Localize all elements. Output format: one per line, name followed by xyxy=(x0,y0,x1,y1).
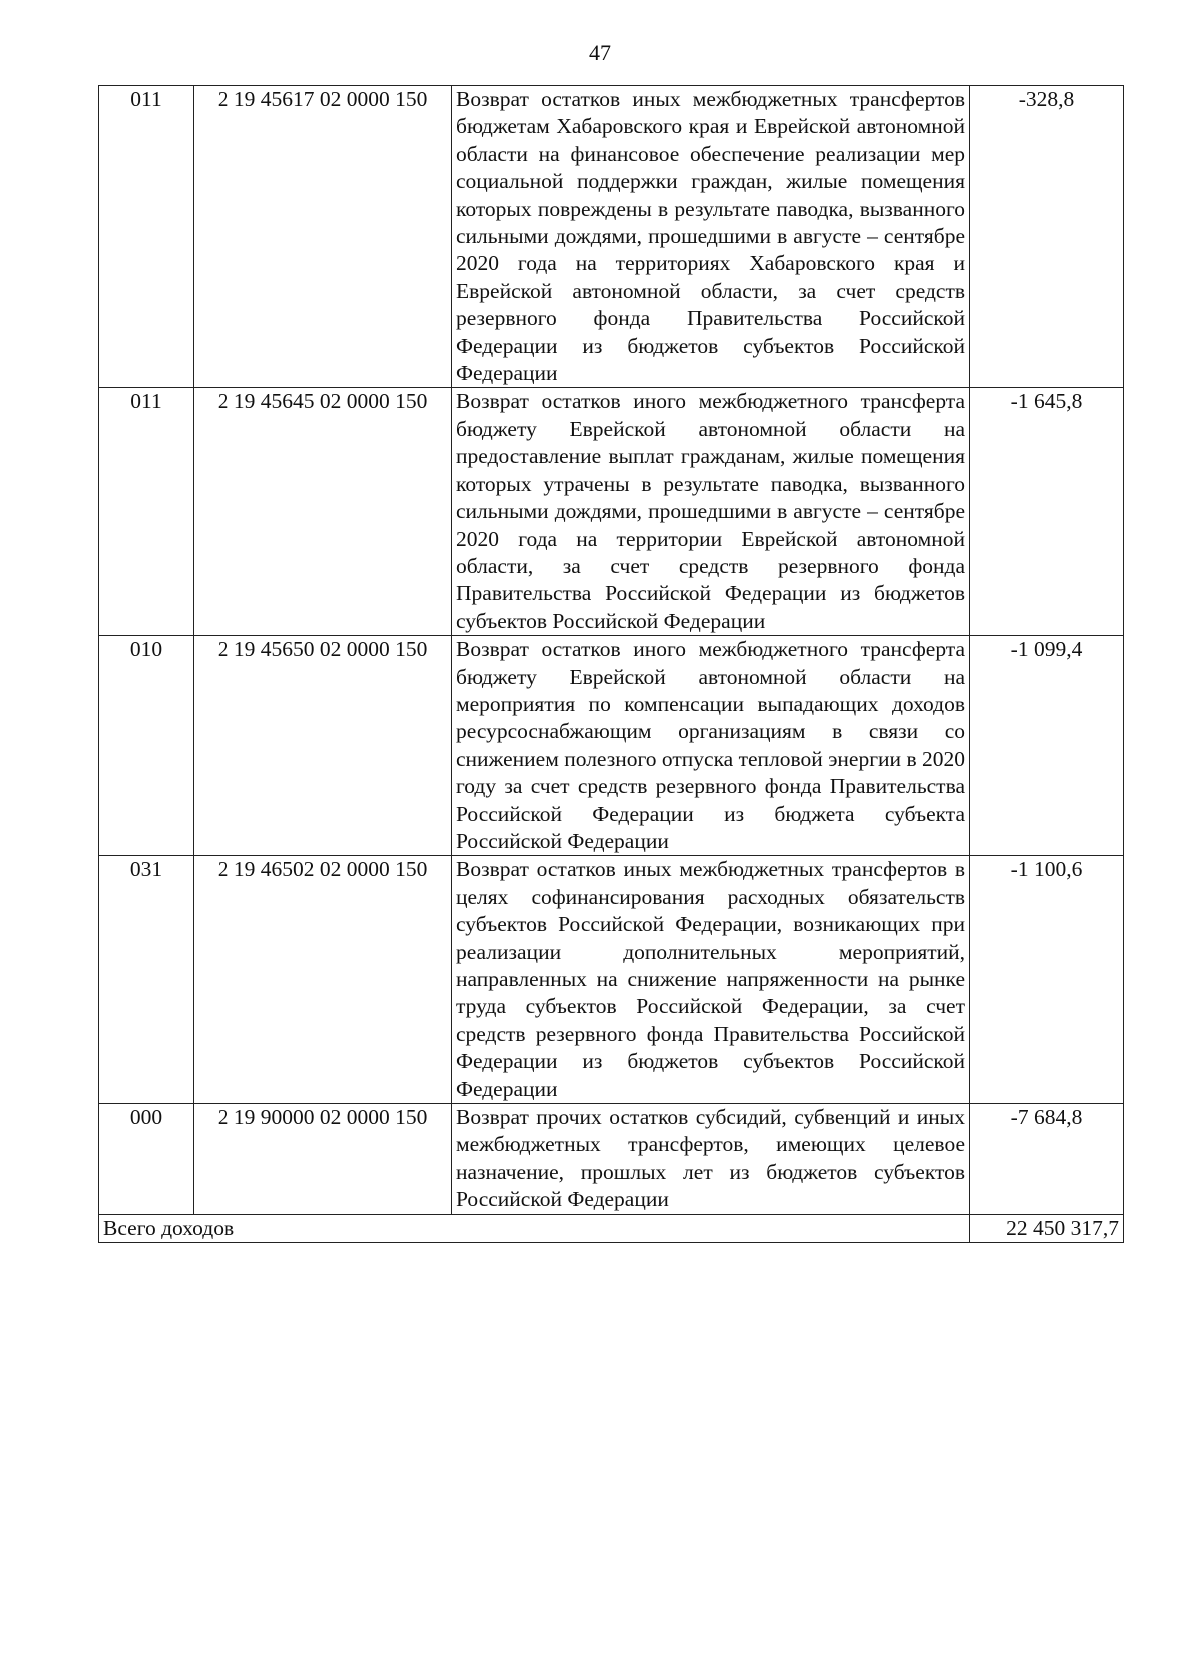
classification-code-cell: 2 19 45617 02 0000 150 xyxy=(194,86,452,388)
classification-code-cell: 2 19 45650 02 0000 150 xyxy=(194,636,452,856)
description-cell: Возврат остатков иных межбюджетных трансфертов бюджетам Хабаровского края и Еврейской автономной области на финансовое обеспечение реализации мер социальной поддержки граждан, жилые помещения которых повреждены в результате паводка, вызванного сильными дождями, прошедшими в августе – сентябре 2020 года на территориях Хабаровского края и Еврейской автономной области, за счет средств резервного фонда Правительства Российской Федерации из бюджетов субъектов Российской Федерации xyxy=(452,86,970,388)
admin-code-cell: 011 xyxy=(99,86,194,388)
admin-code-cell: 031 xyxy=(99,856,194,1104)
admin-code-cell: 011 xyxy=(99,388,194,636)
amount-cell: -328,8 xyxy=(970,86,1124,388)
revenue-table xyxy=(98,85,1124,1243)
admin-code-cell: 010 xyxy=(99,636,194,856)
page-number: 47 xyxy=(589,40,611,65)
table-row xyxy=(99,856,1124,1104)
classification-code-cell: 2 19 90000 02 0000 150 xyxy=(194,1104,452,1215)
total-label: Всего доходов xyxy=(99,1214,970,1242)
description-cell: Возврат остатков иного межбюджетного трансферта бюджету Еврейской автономной области на предоставление выплат гражданам, жилые помещения которых утрачены в результате паводка, вызванного сильными дождями, прошедшими в августе – сентябре 2020 года на территории Еврейской автономной области, за счет средств резервного фонда Правительства Российской Федерации из бюджетов субъектов Российской Федерации xyxy=(452,388,970,636)
description-cell: Возврат прочих остатков субсидий, субвенций и иных межбюджетных трансфертов, имеющих целевое назначение, прошлых лет из бюджетов субъектов Российской Федерации xyxy=(452,1104,970,1215)
table-row xyxy=(99,1104,1124,1215)
admin-code-cell: 000 xyxy=(99,1104,194,1215)
table-row xyxy=(99,388,1124,636)
total-amount: 22 450 317,7 xyxy=(970,1214,1124,1242)
description-cell: Возврат остатков иного межбюджетного трансферта бюджету Еврейской автономной области на мероприятия по компенсации выпадающих доходов ресурсоснабжающим организациям в связи со снижением полезного отпуска тепловой энергии в 2020 году за счет средств резервного фонда Правительства Российской Федерации из бюджета субъекта Российской Федерации xyxy=(452,636,970,856)
classification-code-cell: 2 19 46502 02 0000 150 xyxy=(194,856,452,1104)
amount-cell: -1 099,4 xyxy=(970,636,1124,856)
description-cell: Возврат остатков иных межбюджетных трансфертов в целях софинансирования расходных обязательств субъектов Российской Федерации, возникающих при реализации дополнительных мероприятий, направленных на снижение напряженности на рынке труда субъектов Российской Федерации, за счет средств резервного фонда Правительства Российской Федерации из бюджетов субъектов Российской Федерации xyxy=(452,856,970,1104)
table-row xyxy=(99,636,1124,856)
amount-cell: -7 684,8 xyxy=(970,1104,1124,1215)
amount-cell: -1 100,6 xyxy=(970,856,1124,1104)
table-row xyxy=(99,86,1124,388)
amount-cell: -1 645,8 xyxy=(970,388,1124,636)
classification-code-cell: 2 19 45645 02 0000 150 xyxy=(194,388,452,636)
total-row xyxy=(99,1214,1124,1242)
